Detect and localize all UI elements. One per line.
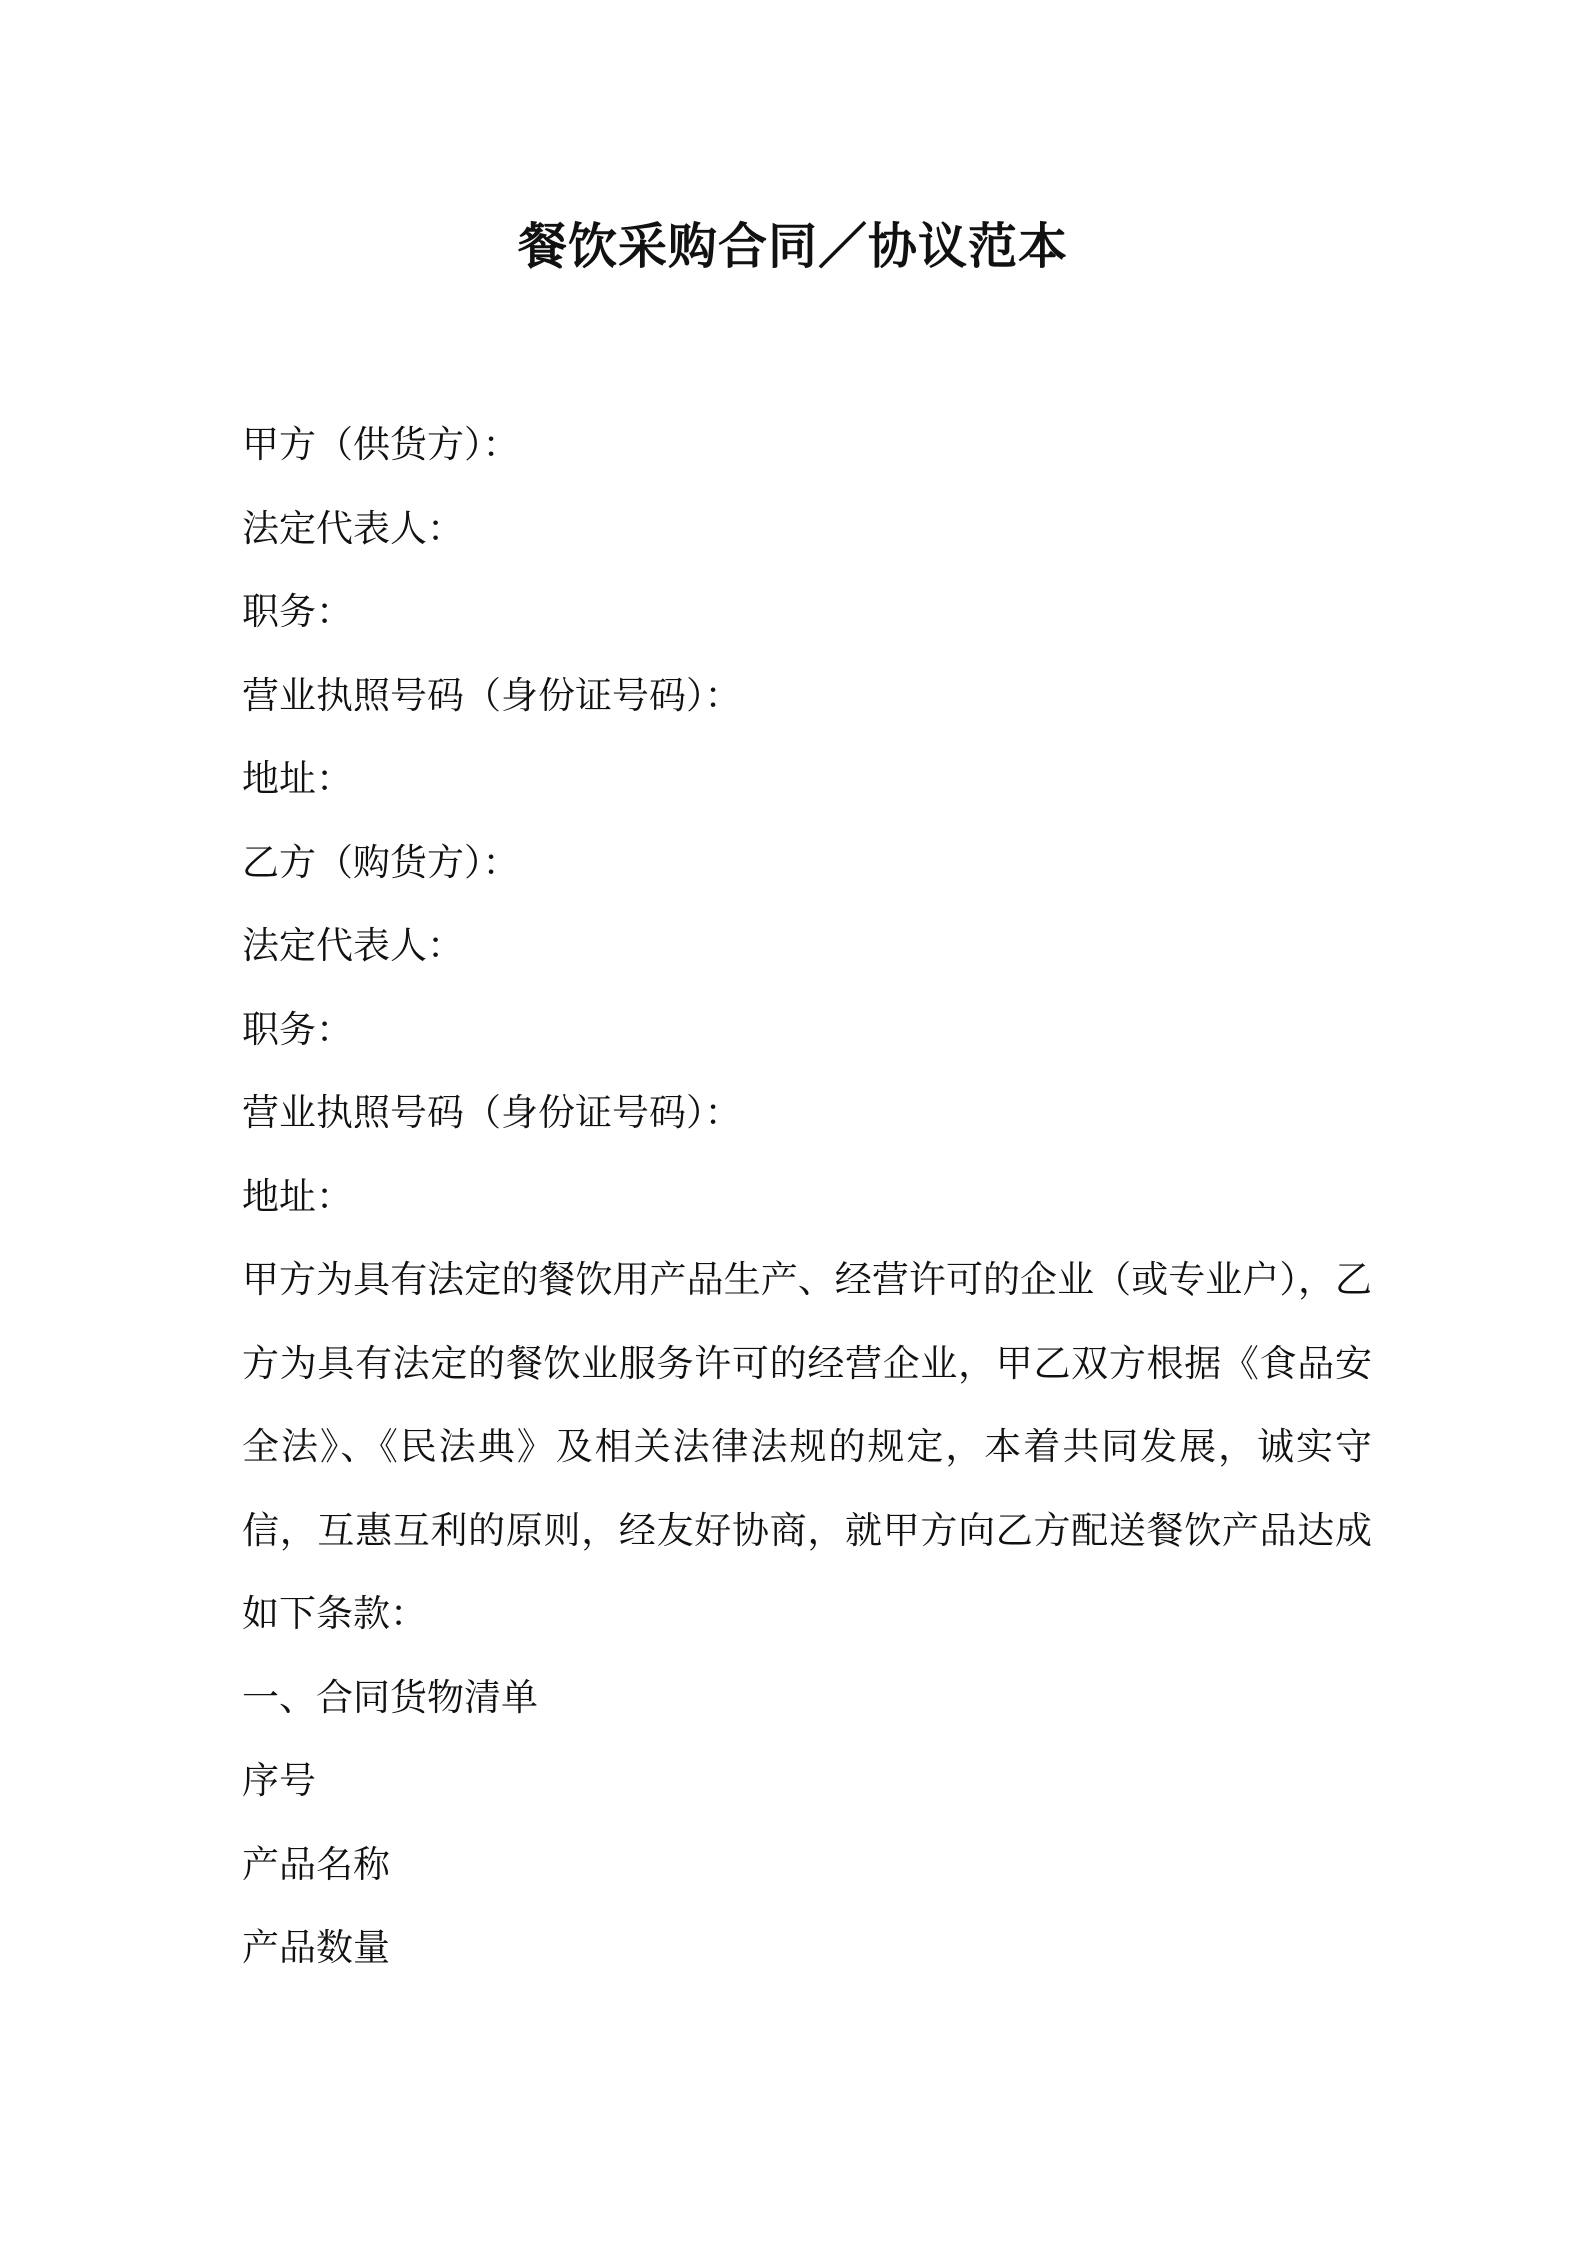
party-b-license-no: 营业执照号码（身份证号码）： — [242, 1091, 742, 1134]
section-1-heading: 一、合同货物清单 — [242, 1675, 538, 1719]
column-serial-no: 序号 — [242, 1759, 316, 1802]
party-b-address: 地址： — [242, 1174, 353, 1218]
party-b-position: 职务： — [242, 1007, 353, 1051]
goods-list-columns — [242, 1739, 1372, 1990]
party-a-block — [242, 403, 1372, 821]
document-body — [242, 403, 1372, 1990]
preamble-paragraph: 甲方为具有法定的餐饮用产品生产、经营许可的企业（或专业户），乙方为具有法定的餐饮业服务许可的经营企业，甲乙双方根据《食品安全法》、《民法典》及相关法律法规的规定，本着共同发展，诚实守信，互惠互利的原则，经友好协商，就甲方向乙方配送餐饮产品达成如下条款： — [242, 1258, 1372, 1635]
party-a-license-no: 营业执照号码（身份证号码）： — [242, 673, 742, 717]
party-b-legal-rep: 法定代表人： — [242, 924, 464, 967]
party-a-heading: 甲方（供货方）： — [242, 423, 520, 466]
document-title: 餐饮采购合同／协议范本 — [517, 218, 1068, 275]
party-a-legal-rep: 法定代表人： — [242, 506, 464, 550]
party-a-address: 地址： — [242, 757, 353, 800]
party-b-heading: 乙方（购货方）： — [242, 840, 520, 884]
party-b-block — [242, 821, 1372, 1239]
party-a-position: 职务： — [242, 590, 353, 633]
column-product-quantity: 产品数量 — [242, 1926, 390, 1969]
column-product-name: 产品名称 — [242, 1842, 390, 1886]
